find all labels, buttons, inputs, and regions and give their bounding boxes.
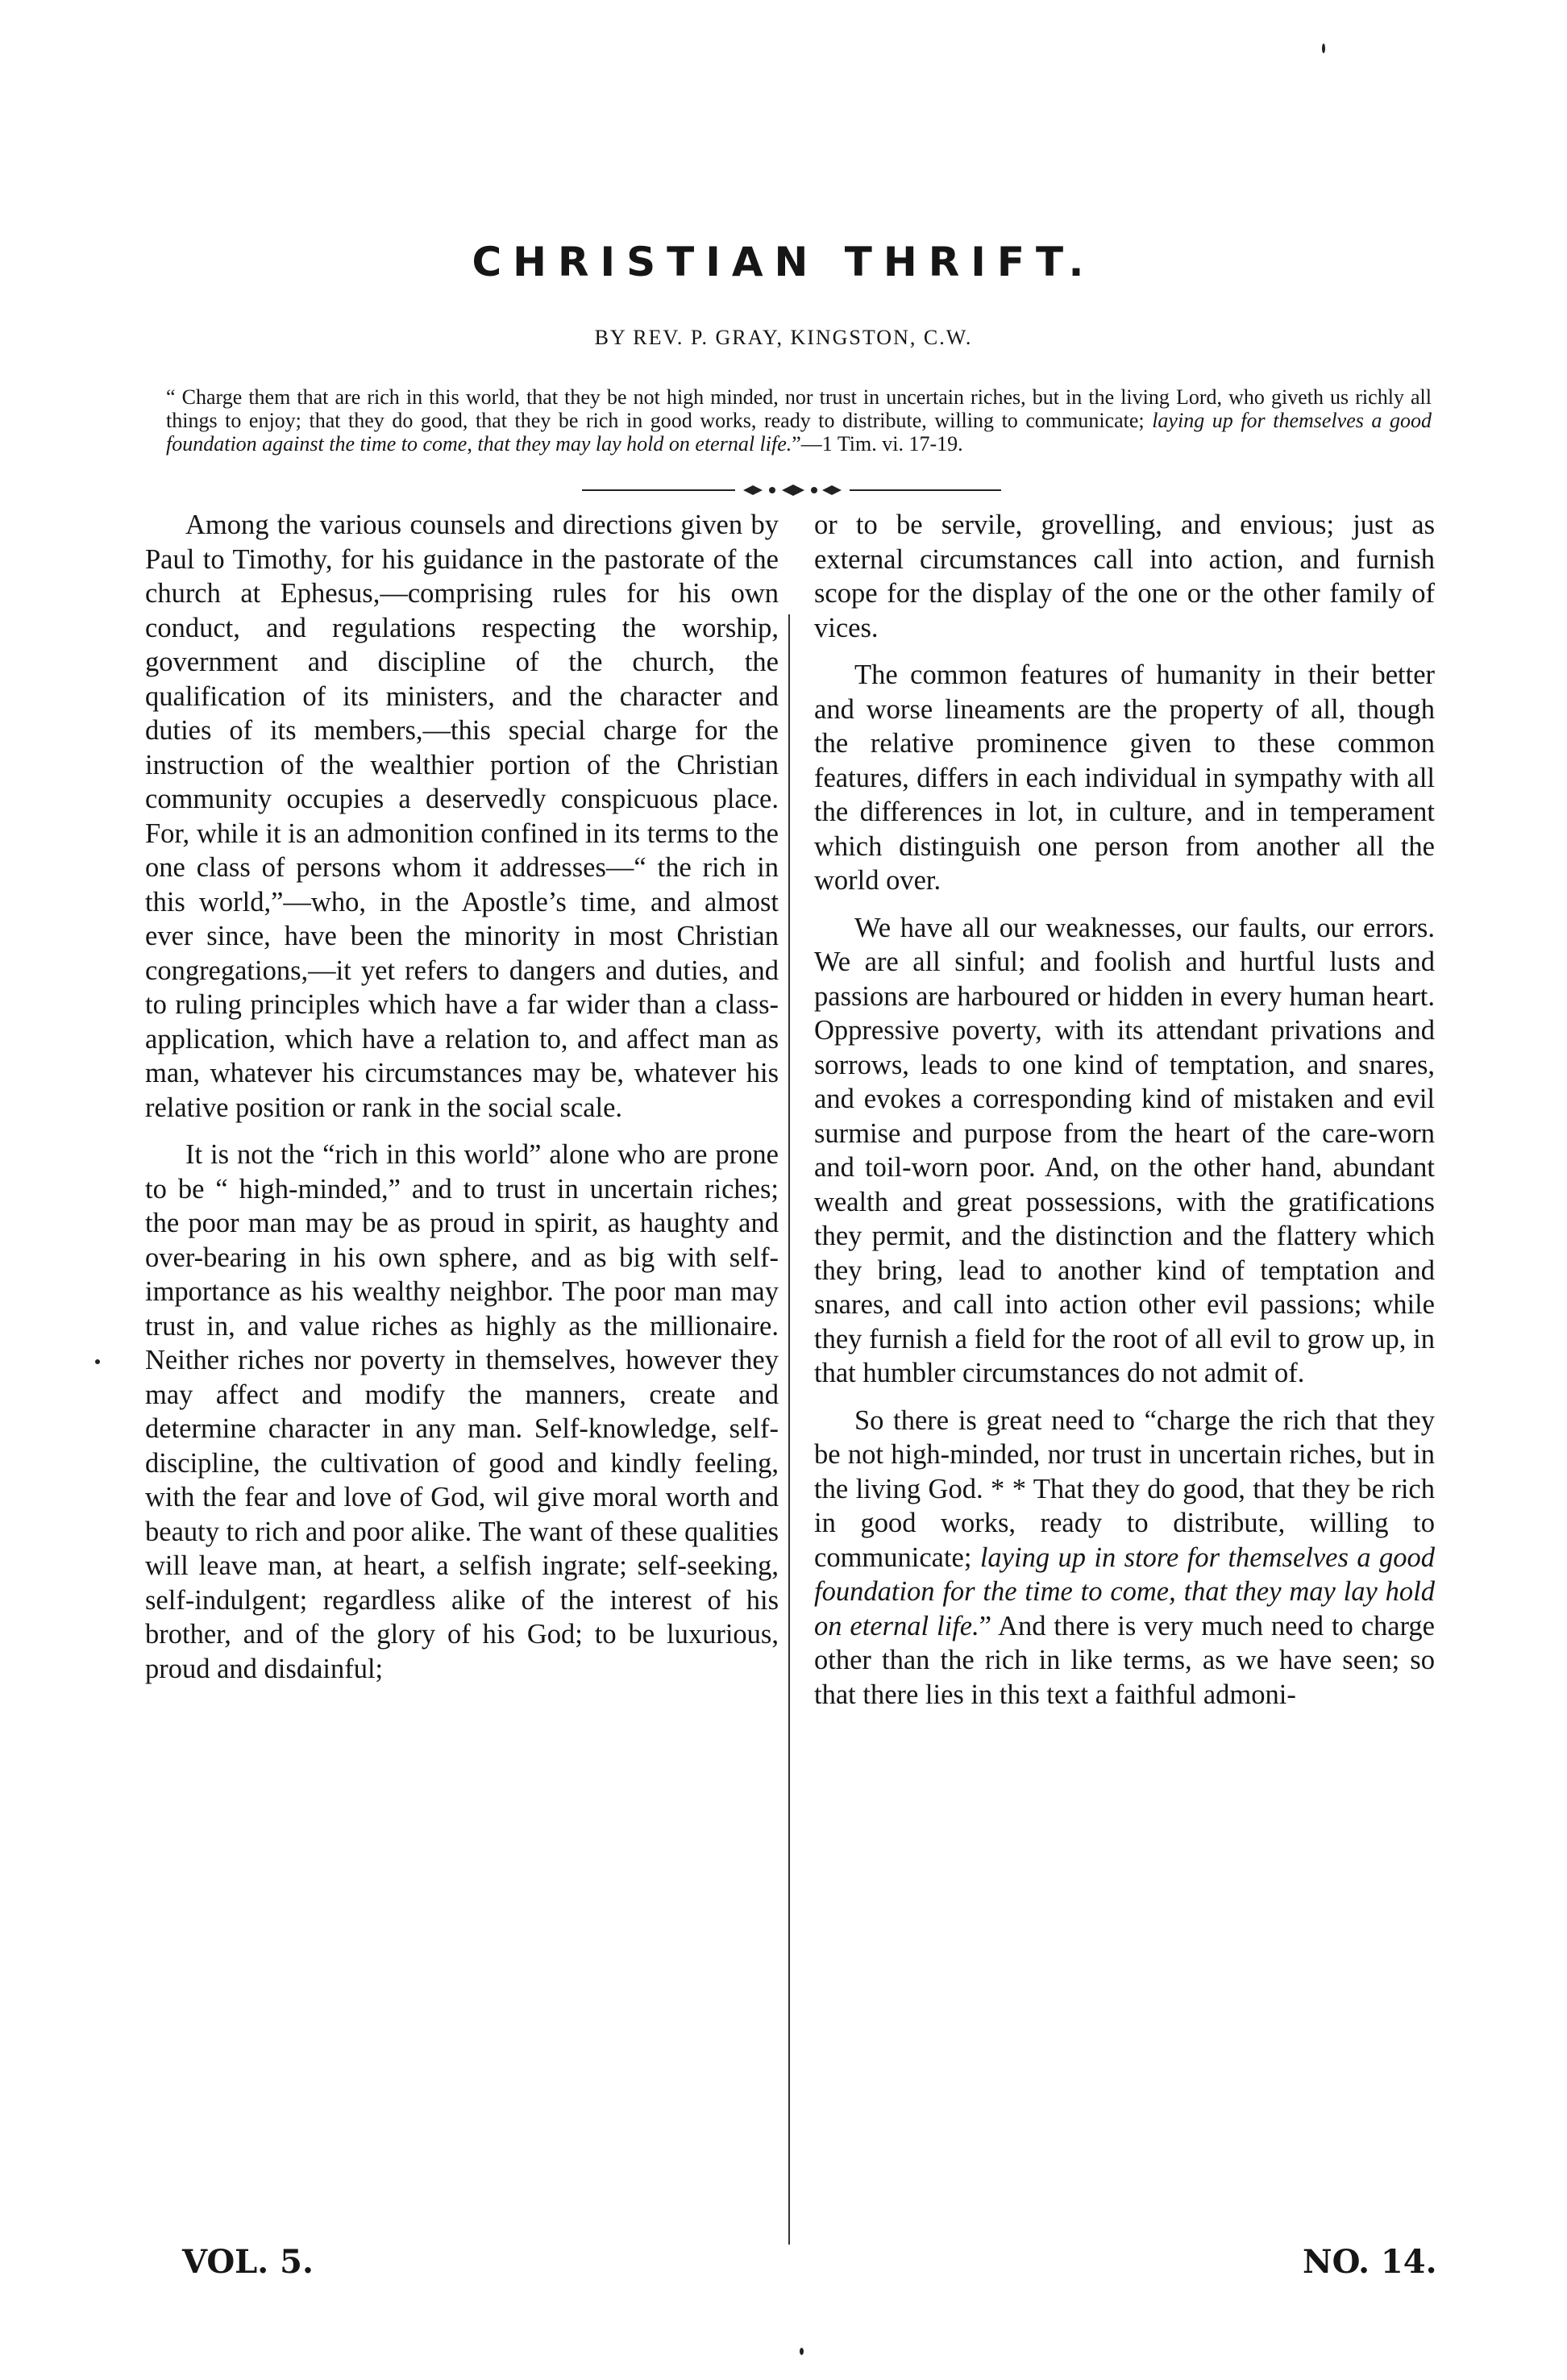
print-speck: [1322, 44, 1325, 53]
column-rule: [788, 614, 790, 2245]
issue-number: NO. 14.: [1303, 2243, 1437, 2281]
paragraph-text: So there is great need to “charge the rich that they be not high-minded, nor trust in uncertain riches, but in the living God. * * That they do good, that they be rich in good works, ready to distribute, willing to communicate;: [814, 1404, 1435, 1573]
epigraph-citation: ”—1 Tim. vi. 17-19.: [792, 432, 963, 456]
print-speck: [95, 1359, 100, 1364]
paragraph-italic: laying up in store for themselves a good foundation for the time to come, that they may lay hold on eternal life.: [814, 1542, 1435, 1641]
print-speck: [800, 2348, 804, 2355]
paragraph-text: ” And there is very much need to charge other than the rich in like terms, as we have seen; so that there lies in this text a faithful admoni-: [814, 1610, 1435, 1710]
left-column: [145, 508, 779, 1686]
right-column: [814, 508, 1435, 1712]
ornament-divider: [582, 481, 1001, 500]
paragraph-continued: or to be servile, grovelling, and envious; just as external circumstances call into action, and furnish scope for the display of the one or the other family of vices.: [814, 510, 1435, 643]
article-byline: BY REV. P. GRAY, KINGSTON, C.W.: [594, 326, 973, 349]
paragraph: We have all our weaknesses, our faults, our errors. We are all sinful; and foolish and hurtful lusts and passions are harboured or hidden in every human heart. Oppressive poverty, with its attendant privations and sorrows, leads to one kind of temptation, and snares, and evokes a corresponding kind of mistaken and evil surmise and purpose from the heart of the care-worn and toil-worn poor. And, on the other hand, abundant wealth and great possessions, with the gratifications they permit, and the distinction and the flattery which they bring, lead to another kind of temptation and snares, and call into action other evil passions; while they furnish a field for the root of all evil to grow up, in that humbler circumstances do not admit of.: [814, 912, 1435, 1388]
epigraph-text: “ Charge them that are rich in this world, that they be not high minded, nor trust in uncertain riches, but in the living Lord, who giveth us richly all things to enjoy; that they do good, that they be rich in good works, ready to distribute, willing to communicate;: [166, 385, 1432, 432]
paragraph: Among the various counsels and directions given by Paul to Timothy, for his guidance in the pastorate of the church at Ephesus,—comprising rules for his own conduct, and regulations respecting the worship, government and discipline of the church, the qualification of its ministers, and the character and duties of its members,—this special charge for the instruction of the wealthier portion of the Christian community occupies a deservedly conspicuous place. For, while it is an admonition confined in its terms to the one class of persons whom it addresses—“ the rich in this world,”—who, in the Apostle’s time, and almost ever since, have been the minority in most Christian congregations,—it yet refers to dangers and duties, and to ruling principles which have a far wider than a class-application, which have a relation to, and affect man as man, whatever his circumstances may be, whatever his relative position or rank in the social scale.: [145, 510, 779, 1123]
article-title: CHRISTIAN THRIFT.: [472, 239, 1095, 285]
paragraph: It is not the “rich in this world” alone who are prone to be “ high-minded,” and to trust in uncertain riches; the poor man may be as proud in spirit, as haughty and over-bearing in his own sphere, and as big with self-importance as his wealthy neighbor. The poor man may trust in, and value riches as highly as the millionaire. Neither riches nor poverty in themselves, however they may affect and modify the manners, create and determine character in any man. Self-knowledge, self-discipline, the cultivation of good and kindly feeling, with the fear and love of God, wil give moral worth and beauty to rich and poor alike. The want of these qualities will leave man, at heart, a selfish ingrate; self-seeking, self-indulgent; regardless alike of the interest of his brother, and of the glory of his God; to be luxurious, proud and disdainful;: [145, 1139, 779, 1684]
epigraph-italic: laying up for themselves a good foundation against the time to come, that they may lay hold on eternal life.: [166, 409, 1432, 456]
paragraph: The common features of humanity in their better and worse lineaments are the property of all, though the relative prominence given to these common features, differs in each individual in sympathy with all the differences in lot, in culture, and in temperament which distinguish one person from another all the world over.: [814, 659, 1435, 896]
paragraph: [814, 1404, 1435, 1712]
volume-number: VOL. 5.: [182, 2243, 314, 2281]
epigraph: [166, 385, 1432, 456]
